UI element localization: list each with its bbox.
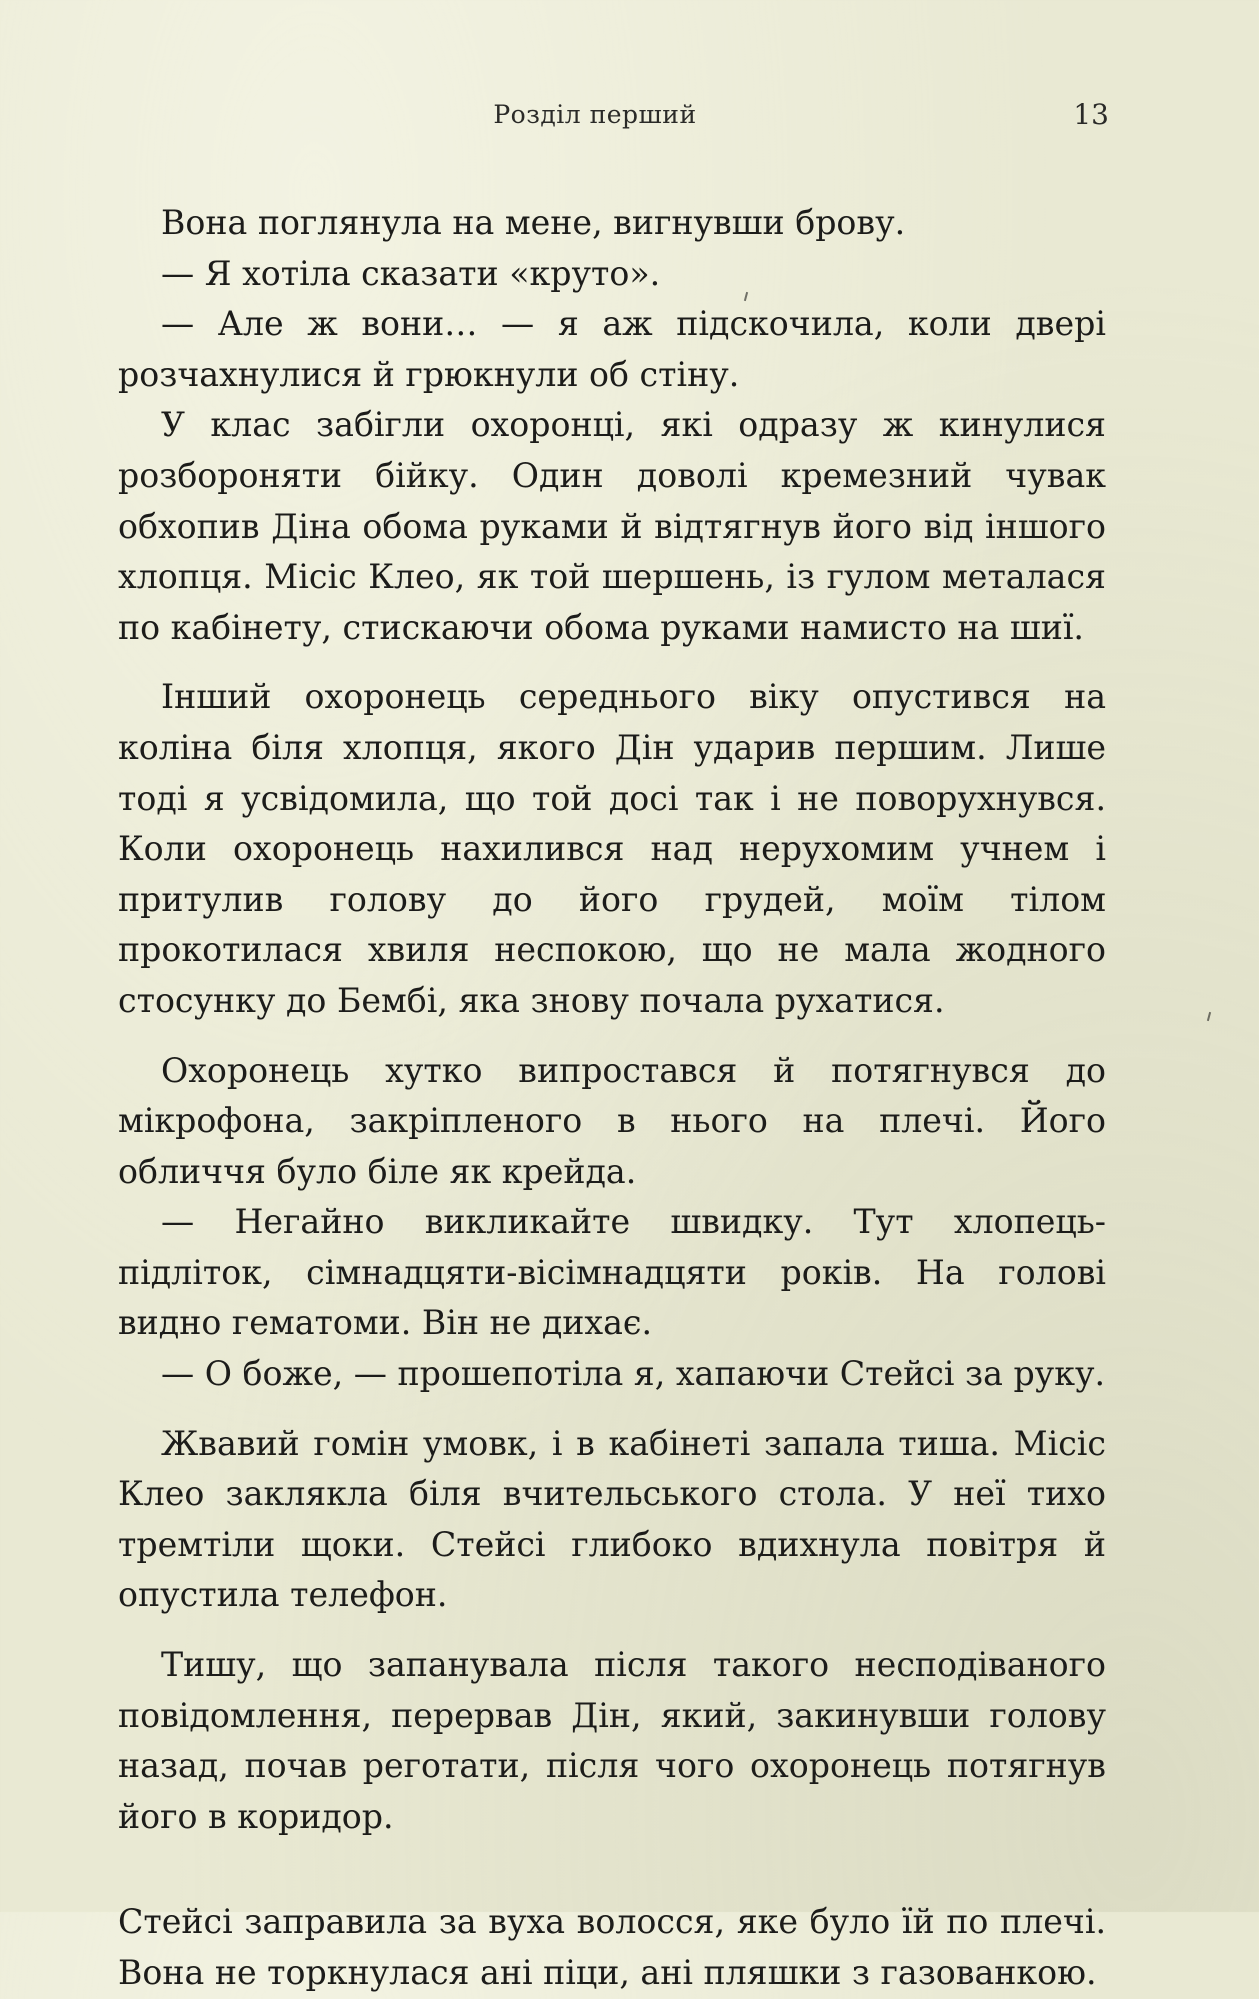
- paragraph: — О боже, — прошепотіла я, хапаючи Стейсі за руку.: [161, 1354, 1106, 1394]
- page-number: 13: [1073, 98, 1109, 131]
- paragraph: Стейсі заправила за вуха волосся, яке було їй по плечі. Вона не торкнулася ані піци, ані пляшки з газованкою.: [118, 1902, 1106, 1992]
- running-head: Розділ перший: [493, 100, 697, 129]
- paragraph: Жвавий гомін умовк, і в кабінеті запала тиша. Місіс Клео заклякла біля вчительського стола. У неї тихо тремтіли щоки. Стейсі глибоко вдихнула повітря й опустила телефон.: [118, 1423, 1106, 1615]
- paragraph: — Негайно викликайте швидку. Тут хлопець-підліток, сімнадцяти-вісімнадцяти років. На голові видно гематоми. Він не дихає.: [118, 1202, 1106, 1343]
- paragraph: У клас забігли охоронці, які одразу ж кинулися розбороняти бійку. Один доволі кремезний чувак обхопив Діна обома руками й відтягнув його від іншого хлопця. Місіс Клео, як той шершень, із гулом металася по кабінету, стискаючи обома руками намисто на шиї.: [118, 405, 1106, 647]
- paragraph: Охоронець хутко випростався й потягнувся до мікрофона, закріпленого в нього на плечі. Його обличчя було біле як крейда.: [118, 1050, 1106, 1191]
- paragraph: Тишу, що запанувала після такого несподіваного повідомлення, перервав Дін, який, закинувши голову назад, почав реготати, після чого охоронець потягнув його в коридор.: [118, 1645, 1106, 1836]
- body-text: [118, 198, 1106, 1999]
- paragraph: — Але ж вони… — я аж підскочила, коли двері розчахнулися й грюкнули об стіну.: [118, 304, 1106, 394]
- paragraph: — Я хотіла сказати «круто».: [161, 253, 661, 293]
- paper-speck: [1207, 1012, 1211, 1021]
- paragraph: Інший охоронець середнього віку опустився на коліна біля хлопця, якого Дін ударив першим. Лише тоді я усвідомила, що той досі так і не поворухнувся. Коли охоронець нахилився над нерухомим учнем і притулив голову до його грудей, моїм тілом прокотилася хвиля неспокою, що не мала жодного стосунку до Бембі, яка знову почала рухатися.: [118, 677, 1106, 1020]
- paragraph: Вона поглянула на мене, вигнувши брову.: [161, 203, 906, 242]
